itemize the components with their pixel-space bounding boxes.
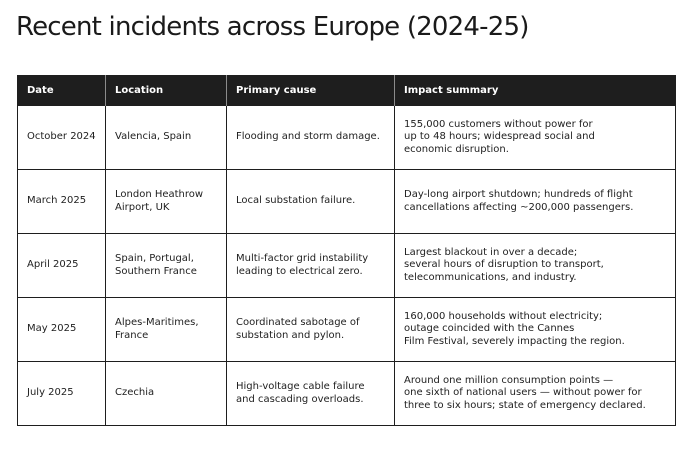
header-primary-cause: Primary cause: [227, 75, 395, 106]
cell-location: Spain, Portugal, Southern France: [106, 234, 227, 298]
cell-location: Czechia: [106, 362, 227, 426]
page-title: Recent incidents across Europe (2024-25): [16, 12, 529, 42]
header-location: Location: [106, 75, 227, 106]
table-row: [18, 106, 676, 170]
table-row: [18, 234, 676, 298]
header-impact-summary: Impact summary: [395, 75, 676, 106]
incidents-table: [17, 75, 676, 426]
cell-impact-summary: Day-long airport shutdown; hundreds of flight cancellations affecting ~200,000 passengers.: [395, 170, 676, 234]
cell-date: October 2024: [18, 106, 106, 170]
cell-primary-cause: Local substation failure.: [227, 170, 395, 234]
table-row: [18, 298, 676, 362]
cell-location: London Heathrow Airport, UK: [106, 170, 227, 234]
cell-impact-summary: Around one million consumption points — one sixth of national users — without power for three to six hours; state of emergency declared.: [395, 362, 676, 426]
cell-primary-cause: High-voltage cable failure and cascading overloads.: [227, 362, 395, 426]
cell-location: Valencia, Spain: [106, 106, 227, 170]
cell-date: April 2025: [18, 234, 106, 298]
table-row: [18, 170, 676, 234]
cell-date: May 2025: [18, 298, 106, 362]
cell-location: Alpes-Maritimes, France: [106, 298, 227, 362]
cell-date: July 2025: [18, 362, 106, 426]
cell-impact-summary: Largest blackout in over a decade; several hours of disruption to transport, telecommunications, and industry.: [395, 234, 676, 298]
header-date: Date: [18, 75, 106, 106]
table-header-row: [18, 75, 676, 106]
cell-primary-cause: Multi-factor grid instability leading to electrical zero.: [227, 234, 395, 298]
cell-impact-summary: 160,000 households without electricity; outage coincided with the Cannes Film Festival, severely impacting the region.: [395, 298, 676, 362]
cell-date: March 2025: [18, 170, 106, 234]
cell-impact-summary: 155,000 customers without power for up to 48 hours; widespread social and economic disruption.: [395, 106, 676, 170]
cell-primary-cause: Coordinated sabotage of substation and pylon.: [227, 298, 395, 362]
table-row: [18, 362, 676, 426]
cell-primary-cause: Flooding and storm damage.: [227, 106, 395, 170]
